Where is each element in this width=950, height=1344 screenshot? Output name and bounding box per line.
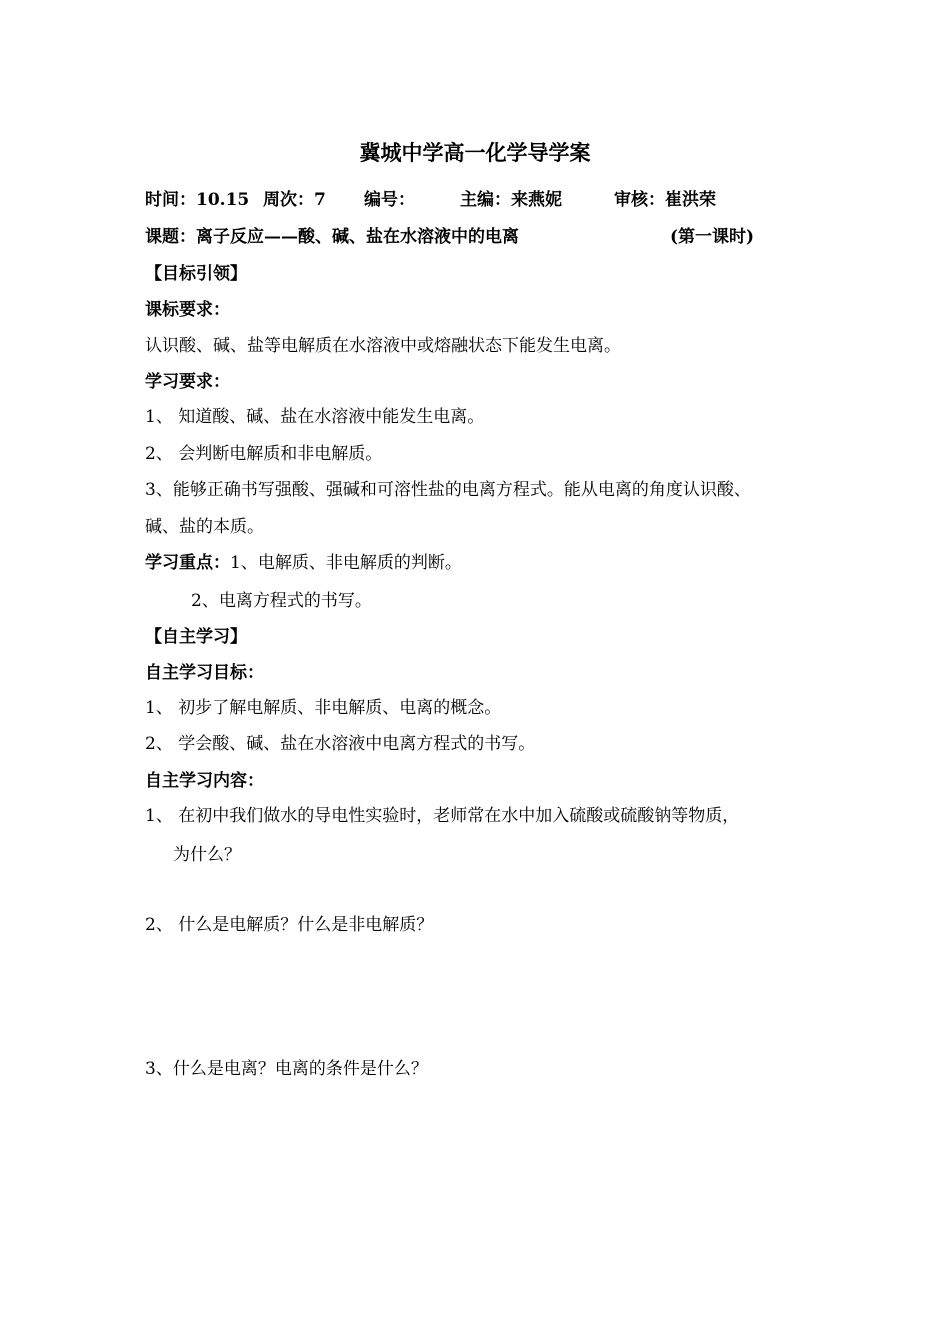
reviewer-field: [614, 189, 716, 211]
learning-heading: 学习要求：: [145, 372, 230, 392]
goal-2: 2、 学会酸、碱、盐在水溶液中电离方程式的书写。: [145, 734, 536, 754]
document-title: 冀城中学高一化学导学案: [359, 140, 591, 165]
section-heading-goals: 【目标引领】: [145, 264, 247, 284]
number-label: 编号：: [364, 190, 415, 210]
topic-line: [145, 226, 519, 248]
reviewer-label: 审核：: [614, 190, 665, 210]
editor-field: [460, 189, 562, 211]
editor-label: 主编：: [460, 190, 511, 210]
goal-1: 1、 初步了解电解质、非电解质、电离的概念。: [145, 698, 502, 718]
reviewer-value: 崔洪荣: [665, 190, 716, 210]
question-3: 3、什么是电离？电离的条件是什么？: [145, 1059, 428, 1079]
curriculum-text: 认识酸、碱、盐等电解质在水溶液中或熔融状态下能发生电离。: [145, 336, 621, 356]
curriculum-heading: 课标要求：: [145, 300, 230, 320]
meta-line: [145, 189, 249, 211]
goal-heading: 自主学习目标：: [145, 663, 264, 683]
topic-value: 离子反应——酸、碱、盐在水溶液中的电离: [196, 227, 519, 247]
topic-label: 课题：: [145, 227, 196, 247]
question-1-line-2: 为什么？: [173, 845, 241, 865]
week-value: 7: [314, 190, 326, 210]
week-label: 周次：: [263, 190, 314, 210]
focus-2: 2、电离方程式的书写。: [191, 591, 372, 611]
section-heading-self-study: 【自主学习】: [145, 627, 247, 647]
editor-value: 来燕妮: [511, 190, 562, 210]
content-heading: 自主学习内容：: [145, 771, 264, 791]
focus-1: 1、电解质、非电解质的判断。: [230, 553, 462, 573]
topic-period: (第一课时): [670, 227, 755, 247]
time-label: 时间：: [145, 190, 196, 210]
requirement-3-line-2: 碱、盐的本质。: [145, 517, 264, 537]
time-value: 10.15: [196, 190, 250, 210]
focus-line: [145, 552, 462, 574]
requirement-3-line-1: 3、能够正确书写强酸、强碱和可溶性盐的电离方程式。能从电离的角度认识酸、: [145, 480, 751, 500]
question-2: 2、 什么是电解质？什么是非电解质？: [145, 915, 434, 935]
question-1-line-1: 1、 在初中我们做水的导电性实验时，老师常在水中加入硫酸或硫酸钠等物质，: [145, 806, 740, 826]
requirement-1: 1、 知道酸、碱、盐在水溶液中能发生电离。: [145, 407, 485, 427]
focus-label: 学习重点：: [145, 553, 230, 573]
requirement-2: 2、 会判断电解质和非电解质。: [145, 444, 383, 464]
week-field: [263, 189, 326, 211]
